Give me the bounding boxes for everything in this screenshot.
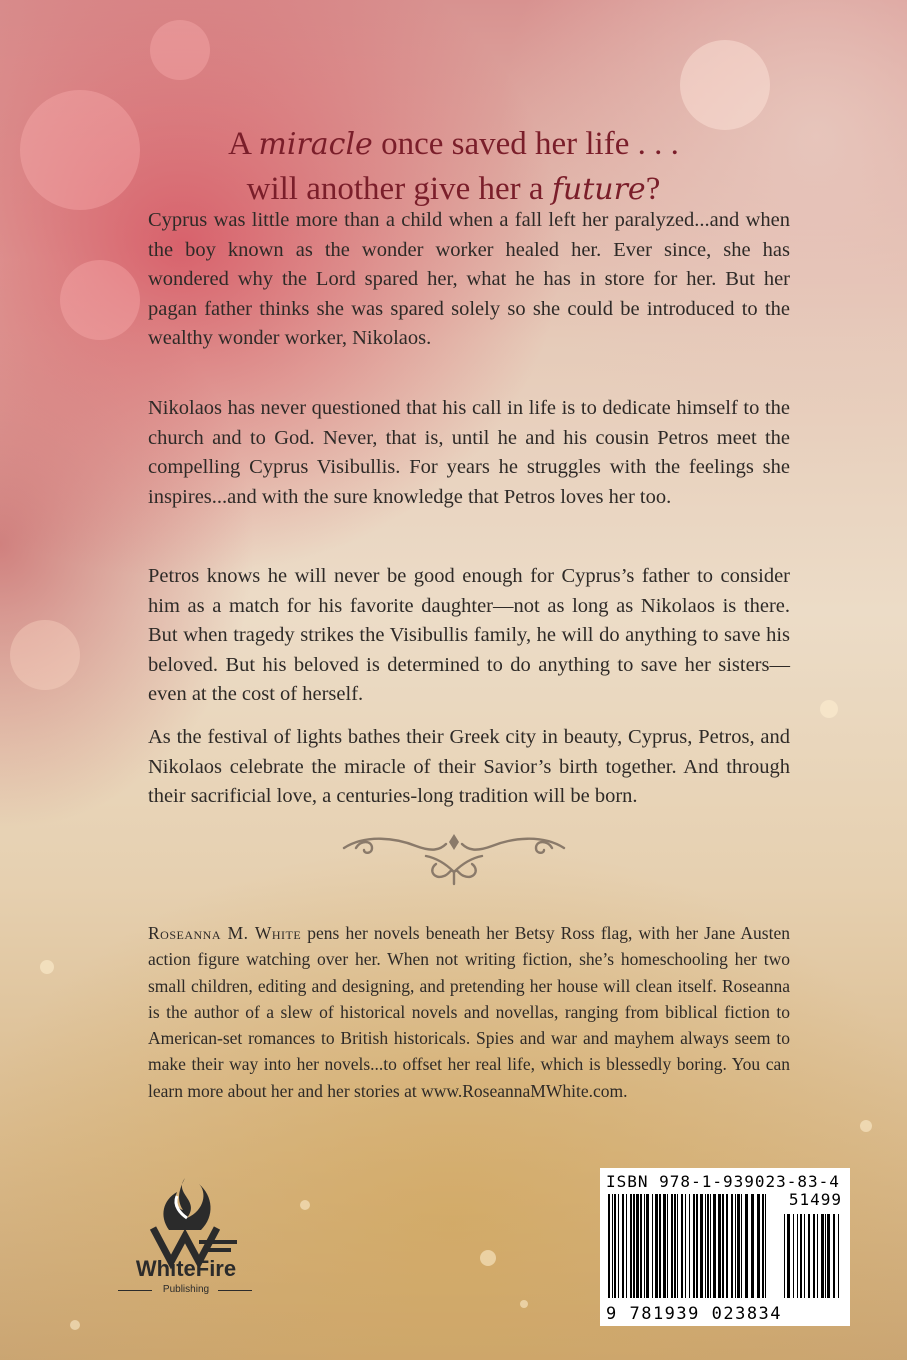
publisher-rule-right [218,1290,252,1291]
tagline-line-1 [120,122,787,167]
tagline-text: will another give her a [246,171,552,207]
blurb-paragraph-4: As the festival of lights bathes their Greek city in beauty, Cyprus, Petros, and Nikolaos celebrate the miracle of their Savior’s birth together. And through their sacrificial love, a centuries-long tradition will be born. [148,726,790,807]
blurb-paragraph-1: Cyprus was little more than a child when a fall left her paralyzed...and when the boy known as the wonder worker healed her. Ever since, she has wondered why the Lord spared her, what he has in store for her. But her pagan father thinks she was spared solely so she could be introduced to the wealthy wonder worker, Nikolaos. [148,209,790,349]
tagline-text: A [228,126,259,162]
tagline-script-word: miracle [258,127,373,162]
tagline-text: ? [645,171,661,207]
blurb-paragraph-2: Nikolaos has never questioned that his call in life is to dedicate himself to the church and to God. Never, that is, until he and his cousin Petros meet the compelling Cyprus Visibullis. For years he struggles with the feelings she inspires...and with the sure knowledge that Petros loves her too. [148,397,790,508]
price-code: 51499 [788,1190,842,1209]
author-bio-text: pens her novels beneath her Betsy Ross flag, with her Jane Austen action figure watching over her. When not writing fiction, she’s homeschooling her two small children, editing and designing, and pretending her house will clean itself. Roseanna is the author of a slew of historical novels and novellas, ranging from biblical fiction to American-set romances to British historicals. Spies and war and mayhem always seem to make their way into her novels...to offset her real life, which is blessedly boring. You can learn more about her and her stories at www.RoseannaMWhite.com. [148,923,790,1101]
ornament-divider-icon [336,828,572,888]
publisher-name: WhiteFire [135,1256,237,1281]
author-name: Roseanna M. White [148,923,302,943]
tagline-text: once saved her life . . . [372,126,679,162]
tagline [120,122,787,212]
isbn-barcode [600,1168,850,1326]
barcode-digits: 9 781939 023834 [606,1304,783,1324]
blurb-paragraph-3: Petros knows he will never be good enough for Cyprus’s father to consider him as a match for his favorite daughter—not as long as Nikolaos is there. But when tragedy strikes the Visibullis family, he will do anything to save his beloved. But his beloved is determined to do anything to save her sisters—even at the cost of herself. [148,565,790,705]
publisher-sub: Publishing [162,1284,210,1295]
isbn-number: ISBN 978-1-939023-83-4 [606,1172,840,1191]
tagline-script-word: future [551,172,646,207]
author-bio [148,920,790,1104]
barcode-bars-icon [608,1194,844,1302]
